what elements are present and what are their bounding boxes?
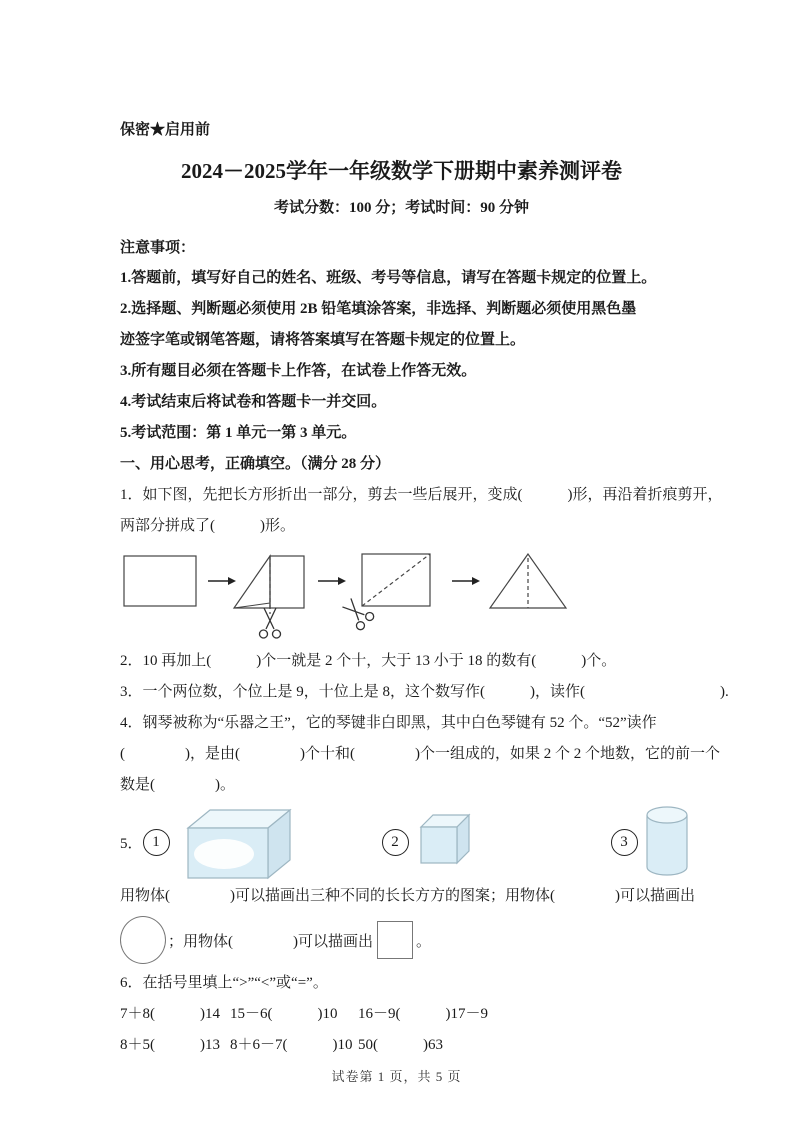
rectangle-shape xyxy=(124,556,196,606)
q6-cell: 7＋8( )14 xyxy=(120,1006,220,1022)
square-dashed-shape xyxy=(339,554,430,631)
page-title: 2024－2025学年一年级数学下册期中素养测评卷 xyxy=(181,159,622,183)
note-line-2b: 迹签字笔或钢笔答题，请将答案填写在答题卡规定的位置上。 xyxy=(120,332,526,348)
question-6-row-2 xyxy=(120,1030,683,1061)
q6-cell: 8＋5( )13 xyxy=(120,1037,220,1053)
question-1-line-1: 1．如下图，先把长方形折出一部分，剪去一些后展开，变成( )形，再沿着折痕剪开， xyxy=(120,487,723,503)
question-5-line-2-text: ；用物体( )可以描画出 xyxy=(168,933,373,950)
question-4-line-2: ( )，是由( )个十和( )个一组成的，如果 2 个 2 个地数，它的前一个 xyxy=(120,746,720,762)
secrecy-label: 保密★启用前 xyxy=(120,122,211,138)
note-line-5: 5.考试范围：第 1 单元一第 3 单元。 xyxy=(120,425,357,441)
blank-square-shape xyxy=(377,921,413,959)
folding-figure xyxy=(122,550,574,644)
q6-cell: 8＋6－7( )10 xyxy=(230,1037,353,1053)
circled-number-1: 1 xyxy=(143,829,170,856)
arrow-icon xyxy=(208,577,236,585)
question-6-heading: 6．在括号里填上“>”“<”或“=”。 xyxy=(120,975,328,991)
question-6-row-1 xyxy=(120,999,683,1030)
arrow-icon xyxy=(452,577,480,585)
note-line-2: 2.选择题、判断题必须使用 2B 铅笔填涂答案，非选择、判断题必须使用黑色墨 xyxy=(120,301,637,317)
question-4-line-1: 4．钢琴被称为“乐器之王”，它的琴键非白即黑，其中白色琴键有 52 个。“52”读作 xyxy=(120,715,657,731)
q6-cell: 16－9( )17－9 xyxy=(358,1006,488,1022)
question-4-line-3: 数是( )。 xyxy=(120,777,235,793)
note-line-4: 4.考试结束后将试卷和答题卡一并交回。 xyxy=(120,394,387,410)
exam-info: 考试分数：100 分；考试时间：90 分钟 xyxy=(273,200,529,216)
cylinder-shape xyxy=(644,803,690,881)
note-line-1: 1.答题前，填写好自己的姓名、班级、考号等信息，请写在答题卡规定的位置上。 xyxy=(120,270,657,286)
circled-number-3: 3 xyxy=(611,829,638,856)
question-5-line-2-end: 。 xyxy=(416,933,432,950)
page-footer: 试卷第 1 页，共 5 页 xyxy=(331,1069,462,1084)
note-line-3: 3.所有题目必须在答题卡上作答，在试卷上作答无效。 xyxy=(120,363,477,379)
arrow-icon xyxy=(318,577,346,585)
question-5-line-2 xyxy=(120,912,683,968)
question-5-line-1: 用物体( )可以描画出三种不同的长长方方的图案；用物体( )可以描画出 xyxy=(120,888,695,904)
question-3: 3．一个两位数，个位上是 9，十位上是 8，这个数写作( )，读作( ). xyxy=(120,684,729,700)
folded-shape xyxy=(234,556,304,638)
cuboid-shape xyxy=(180,802,292,882)
q6-cell: 50( )63 xyxy=(358,1037,443,1053)
section-heading: 一、用心思考，正确填空。（满分 28 分） xyxy=(120,456,391,472)
question-5-number: 5． xyxy=(120,835,143,852)
circled-number-2: 2 xyxy=(382,829,409,856)
blank-circle-shape xyxy=(120,916,166,964)
q6-cell: 15－6( )10 xyxy=(230,1006,338,1022)
cube-shape xyxy=(415,811,471,873)
notes-heading: 注意事项： xyxy=(120,240,196,256)
question-5-shapes-row xyxy=(120,803,683,881)
question-2: 2．10 再加上( )个一就是 2 个十，大于 13 小于 18 的数有( )个。 xyxy=(120,653,617,669)
question-1-line-2: 两部分拼成了( )形。 xyxy=(120,518,295,534)
triangle-shape xyxy=(490,554,566,608)
